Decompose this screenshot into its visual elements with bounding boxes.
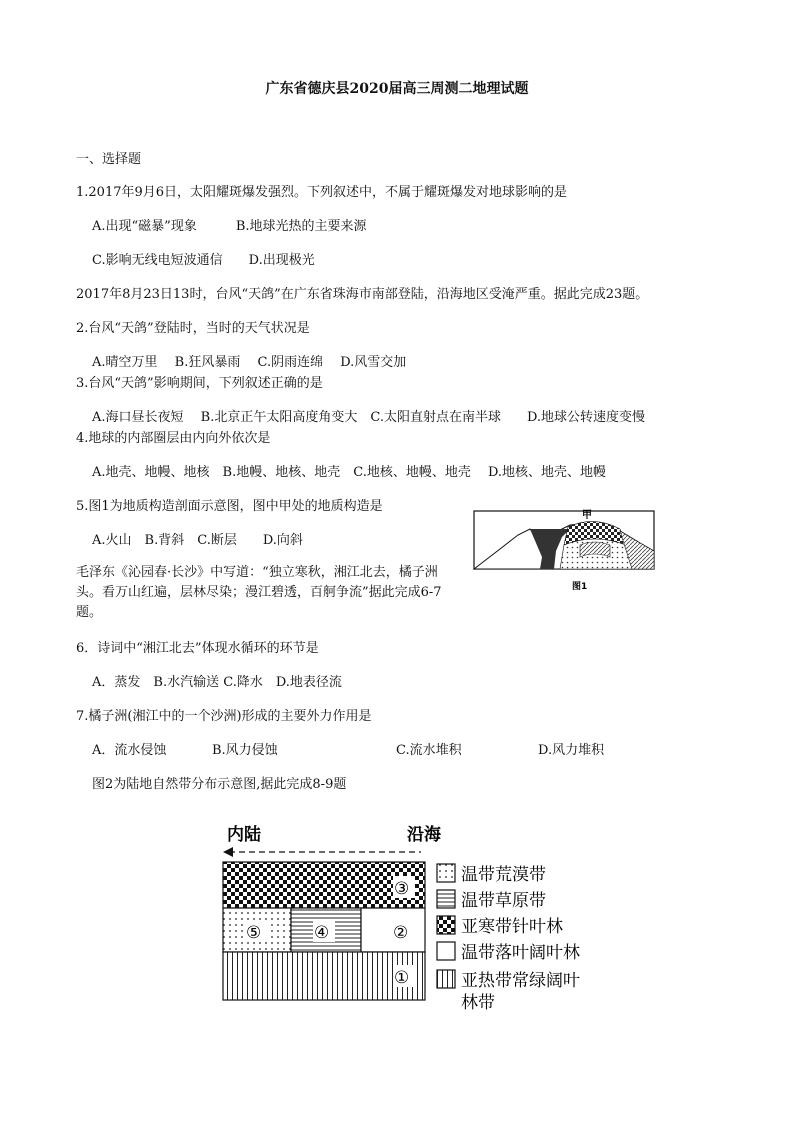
question-7-option-d: D.风力堆积	[538, 743, 605, 758]
question-3-options: A.海口昼长夜短 B.北京正午太阳高度角变大 C.太阳直射点在南半球 D.地球公转速度变慢	[92, 410, 646, 425]
question-3-stem: 3.台风“天鸽”影响期间，下列叙述正确的是	[76, 376, 323, 391]
passage-typhoon: 2017年8月23日13时，台风“天鸽”在广东省珠海市南部登陆，沿海地区受淹严重。据此完成23题。	[76, 287, 649, 302]
figure-1-geology-diagram	[470, 505, 660, 595]
passage-poem: 毛泽东《沁园春·长沙》中写道：“独立寒秋，湘江北去，橘子洲头。看万山红遍，层林尽染；漫江碧透，百舸争流”据此完成6-7题。	[76, 565, 442, 620]
legend-subarctic: 亚寒带针叶林	[461, 917, 563, 937]
question-2-options: A.晴空万里 B.狂风暴雨 C.阴雨连绵 D.风雪交加	[92, 355, 407, 370]
question-5-options: A.火山 B.背斜 C.断层 D.向斜	[92, 533, 303, 548]
zone-label-4: ④	[314, 923, 330, 943]
legend-swatch-subtropical	[437, 970, 455, 988]
zone-label-1: ①	[394, 968, 410, 988]
zone-label-5: ⑤	[246, 923, 262, 943]
question-5-stem: 5.图1为地质构造剖面示意图，图中甲处的地质构造是	[76, 499, 383, 514]
legend-swatch-deciduous	[437, 942, 455, 960]
page-title: 广东省德庆县2020届高三周测二地理试题	[265, 81, 529, 97]
question-1-stem: 1.2017年9月6日，太阳耀斑爆发强烈。下列叙述中，不属于耀斑爆发对地球影响的是	[76, 185, 568, 200]
legend-swatch-subarctic	[437, 916, 455, 934]
question-7-stem: 7.橘子洲(湘江中的一个沙洲)形成的主要外力作用是	[76, 709, 372, 724]
figure-1-jia-label: 甲	[582, 510, 592, 521]
question-7-option-c: C.流水堆积	[396, 743, 462, 758]
question-6-options: A．蒸发 B.水汽输送 C.降水 D.地表径流	[92, 675, 342, 690]
question-7-option-a: A．流水侵蚀	[92, 743, 167, 758]
legend-swatch-steppe	[437, 890, 455, 908]
question-6-stem: 6．诗词中“湘江北去”体现水循环的环节是	[76, 641, 319, 656]
section-heading: 一、选择题	[76, 152, 142, 167]
zone-label-2: ②	[393, 923, 409, 943]
figure-2-natural-zones-diagram	[215, 820, 635, 1020]
question-1-options-row1: A.出现“磁暴”现象 B.地球光热的主要来源	[92, 219, 367, 234]
legend-swatch-desert	[437, 864, 455, 882]
legend-steppe: 温带草原带	[461, 891, 546, 911]
question-7-option-b: B.风力侵蚀	[212, 743, 278, 758]
passage-figure-2-intro: 图2为陆地自然带分布示意图,据此完成8-9题	[92, 777, 347, 792]
question-1-options-row2: C.影响无线电短波通信 D.出现极光	[92, 253, 315, 268]
figure-1-caption: 图1	[572, 582, 588, 592]
label-inland: 内陆	[227, 825, 261, 845]
label-coast: 沿海	[407, 825, 441, 845]
zone-label-3: ③	[394, 879, 410, 899]
legend-subtropical-line2: 林带	[461, 993, 495, 1013]
question-4-stem: 4.地球的内部圈层由内向外依次是	[76, 431, 271, 446]
legend-deciduous: 温带落叶阔叶林	[461, 943, 580, 963]
question-4-options: A.地壳、地幔、地核 B.地幔、地核、地壳 C.地核、地幔、地壳 D.地核、地壳、地幔	[92, 465, 607, 480]
legend-subtropical-line1: 亚热带常绿阔叶	[461, 971, 580, 991]
question-2-stem: 2.台风“天鸽”登陆时，当时的天气状况是	[76, 321, 310, 336]
legend-desert: 温带荒漠带	[461, 865, 546, 885]
arrow-left-icon	[223, 847, 233, 857]
